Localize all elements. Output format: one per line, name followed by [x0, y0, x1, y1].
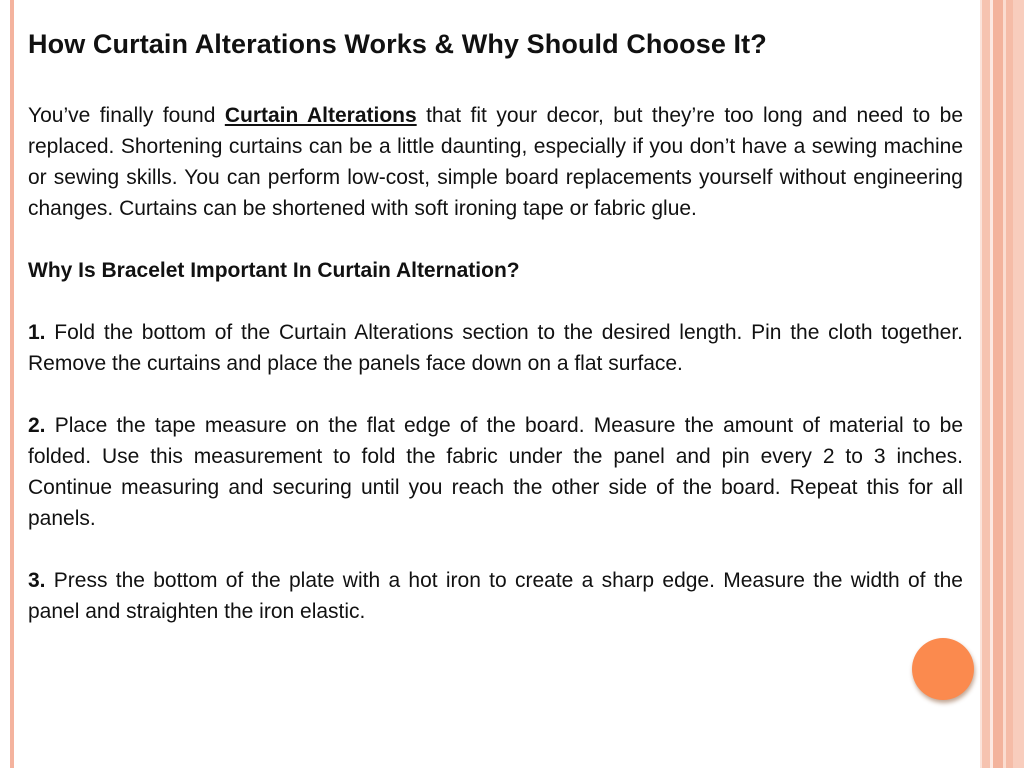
stripe: [1006, 0, 1013, 768]
orange-circle-decoration: [912, 638, 974, 700]
slide-content: [28, 28, 963, 627]
step-1-paragraph: [28, 317, 963, 379]
stripe: [1013, 0, 1024, 768]
step-number: 1.: [28, 321, 46, 345]
curtain-alterations-link[interactable]: Curtain Alterations: [224, 104, 417, 128]
stripe: [982, 0, 990, 768]
step-number: 3.: [28, 569, 46, 593]
stripe: [993, 0, 1003, 768]
step-3-paragraph: [28, 565, 963, 627]
left-decorative-rule: [10, 0, 14, 768]
step-number: 2.: [28, 414, 46, 438]
intro-text-after-link: that fit your decor, but they’re too long and need to be replaced. Shortening curtains can be a little daunting, especially if you don’t have a sewing machine or sewing skills. You can perform low-cost, simple board replacements yourself without engineering changes. Curtains can be shortened with soft ironing tape or fabric glue.: [28, 104, 963, 221]
right-decorative-stripes: [980, 0, 1024, 768]
slide-title: How Curtain Alterations Works & Why Should Choose It?: [28, 29, 767, 59]
step-text: Press the bottom of the plate with a hot iron to create a sharp edge. Measure the width of the panel and straighten the iron elastic.: [28, 569, 963, 624]
step-2-paragraph: [28, 410, 963, 534]
section-subheading: Why Is Bracelet Important In Curtain Alternation?: [28, 259, 520, 283]
step-text: Fold the bottom of the Curtain Alterations section to the desired length. Pin the cloth together. Remove the curtains and place the panels face down on a flat surface.: [28, 321, 963, 376]
intro-text-before-link: You’ve finally found: [28, 104, 225, 128]
step-text: Place the tape measure on the flat edge of the board. Measure the amount of material to be folded. Use this measurement to fold the fabric under the panel and pin every 2 to 3 inches. Continue measuring and securing until you reach the other side of the board. Repeat this for all panels.: [28, 414, 963, 531]
intro-paragraph: [28, 100, 963, 224]
